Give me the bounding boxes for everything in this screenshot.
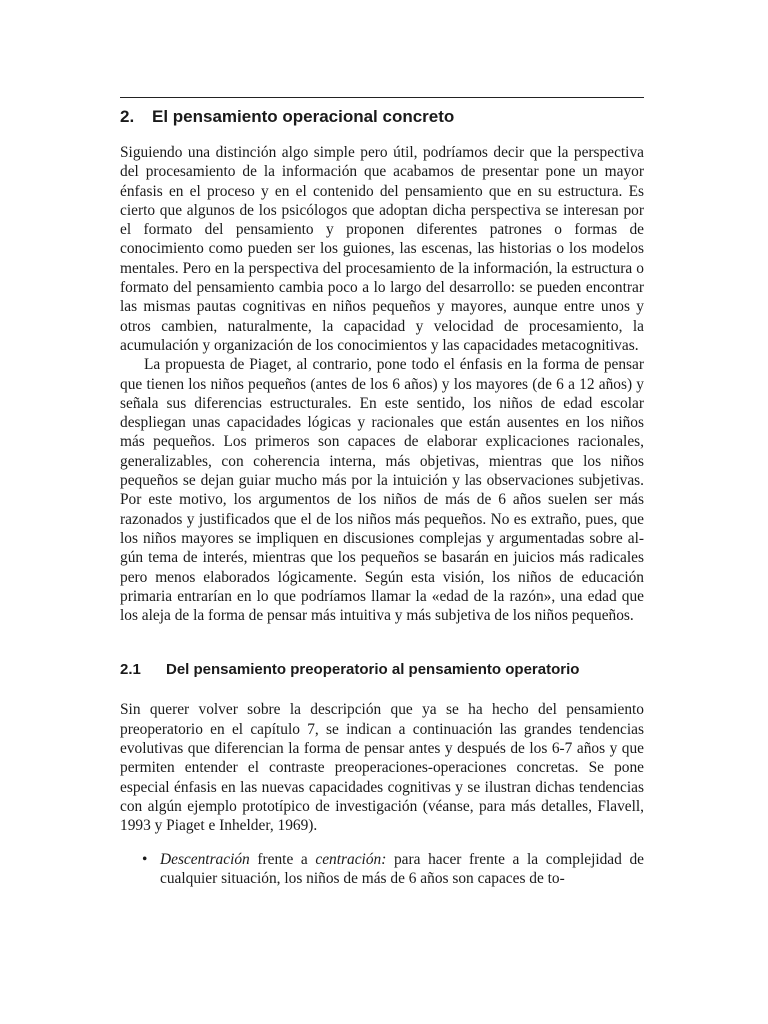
- section-number: 2.: [120, 107, 135, 126]
- bullet-list: [120, 850, 644, 889]
- list-item: [142, 850, 644, 889]
- subsection-paragraph: Sin querer volver sobre la descripción que ya se ha hecho del pensamiento preoperatorio en el capítulo 7, se indican a continuación las grandes tendencias evolutivas que diferencian la forma de pensar antes y después de los 6-7 años y que permiten entender el contraste preoperaciones-operaciones concretas. Se pone especial énfasis en las nuevas capacidades cognitivas y se ilustran dichas tendencias con algún ejemplo prototípico de investigación (véanse, para más detalles, Flavell, 1993 y Piaget e Inhelder, 1969).: [120, 701, 644, 835]
- bullet-connector: frente a: [249, 850, 316, 868]
- term-descentracion: Descentración: [160, 850, 250, 868]
- paragraph-2: La propuesta de Piaget, al contrario, pone todo el énfasis en la forma de pensar que tienen los niños pequeños (antes de los 6 años) y los mayores (de 6 a 12 años) y señala sus diferencias estructurales. En este sentido, los niños de edad escolar despliegan unas capacidades lógicas y racionales que están ausentes en los niños más pequeños. Los primeros son capaces de elaborar explicaciones racionales, generalizables, con coherencia interna, más objetivas, mientras que los niños pequeños se dejan guiar mucho más por la intuición y las observaciones subjetivas. Por este motivo, los argumentos de los niños de más de 6 años suelen ser más razonados y justificados que el de los niños más pequeños. No es extraño, pues, que los niños mayores se impliquen en discusiones complejas y argumentadas sobre algún tema de interés, mientras que los pequeños se basarán en juicios más radicales pero menos elaborados lógicamente. Según esta visión, los niños de educación primaria entrarían en lo que podríamos llamar la «edad de la razón», una edad que los aleja de la forma de pensar más intuitiva y más subjetiva de los niños pequeños.: [120, 356, 644, 625]
- section-title: El pensamiento operacional concreto: [152, 107, 455, 126]
- page-content: [120, 100, 644, 888]
- subsection: [120, 660, 644, 888]
- section-heading: [120, 106, 644, 128]
- header-rule: [120, 97, 644, 98]
- subsection-title: Del pensamiento preoperatorio al pensamiento operatorio: [166, 661, 580, 679]
- bullet-text: para hacer frente a la complejidad de cualquier situación, los niños de más de 6 años son capaces de to-: [160, 850, 644, 887]
- subsection-number: 2.1: [120, 661, 141, 679]
- paragraph-1: Siguiendo una distinción algo simple pero útil, podríamos decir que la perspectiva del procesamiento de la información que acabamos de presentar pone un mayor énfasis en el proceso y en el contenido del pensamiento que en su estructura. Es cierto que algunos de los psicólogos que adoptan dicha perspectiva se interesan por el formato del pensamiento y proponen diferentes patrones o formas de conocimiento como pueden ser los guiones, las escenas, las historias o los modelos mentales. Pero en la perspectiva del procesamiento de la información, la estructura o formato del pensamiento cambia poco a lo largo del desarrollo: se pueden encontrar las mismas pautas cognitivas en niños pequeños y mayores, aunque entre unos y otros cambien, naturalmente, la capacidad y velocidad de procesamiento, la acumulación y organización de los conocimientos y las capacidades metacognitivas.: [120, 144, 644, 354]
- term-centracion: centración:: [315, 850, 387, 868]
- subsection-heading: [120, 660, 644, 680]
- bullet-icon: •: [142, 850, 148, 868]
